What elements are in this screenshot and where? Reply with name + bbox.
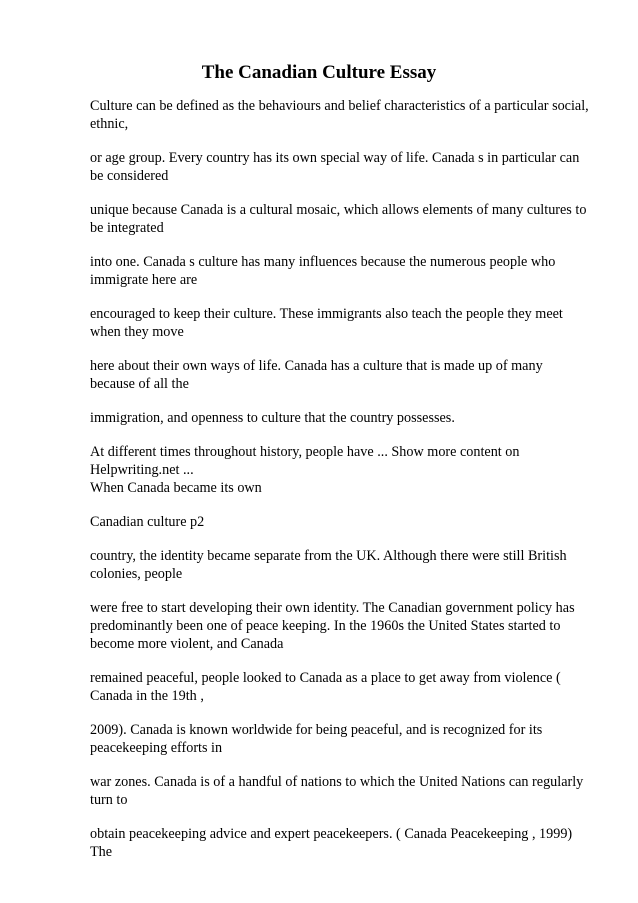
paragraph-2: or age group. Every country has its own special way of life. Canada s in particular can be considered (90, 150, 580, 184)
paragraph-14: 2009). Canada is known worldwide for being peaceful, and is recognized for its peacekeeping efforts in (90, 722, 543, 756)
paragraph-1: Culture can be defined as the behaviours and belief characteristics of a particular social, ethnic, (90, 98, 589, 132)
paragraph-9: When Canada became its own (90, 480, 262, 496)
paragraph-8: At different times throughout history, people have ... Show more content on Helpwriting.net ... (90, 444, 520, 478)
paragraph-5: encouraged to keep their culture. These immigrants also teach the people they meet when they move (90, 306, 563, 340)
paragraph-11: country, the identity became separate from the UK. Although there were still British colonies, people (90, 548, 567, 582)
paragraph-3: unique because Canada is a cultural mosaic, which allows elements of many cultures to be integrated (90, 202, 587, 236)
paragraph-12: were free to start developing their own identity. The Canadian government policy has predominantly been one of peace keeping. In the 1960s the United States started to become more violent, and Canada (90, 600, 575, 652)
paragraph-4: into one. Canada s culture has many influences because the numerous people who immigrate here are (90, 254, 556, 288)
document-body (90, 97, 590, 877)
paragraph-16: obtain peacekeeping advice and expert peacekeepers. ( Canada Peacekeeping , 1999) The (90, 826, 573, 860)
document-title: The Canadian Culture Essay (201, 62, 437, 83)
paragraph-6: here about their own ways of life. Canada has a culture that is made up of many because of all the (90, 358, 543, 392)
paragraph-13: remained peaceful, people looked to Canada as a place to get away from violence ( Canada in the 19th , (90, 670, 561, 704)
paragraph-15: war zones. Canada is of a handful of nations to which the United Nations can regularly turn to (90, 774, 584, 808)
paragraph-10: Canadian culture p2 (90, 514, 205, 530)
paragraph-7: immigration, and openness to culture that the country possesses. (90, 410, 455, 426)
